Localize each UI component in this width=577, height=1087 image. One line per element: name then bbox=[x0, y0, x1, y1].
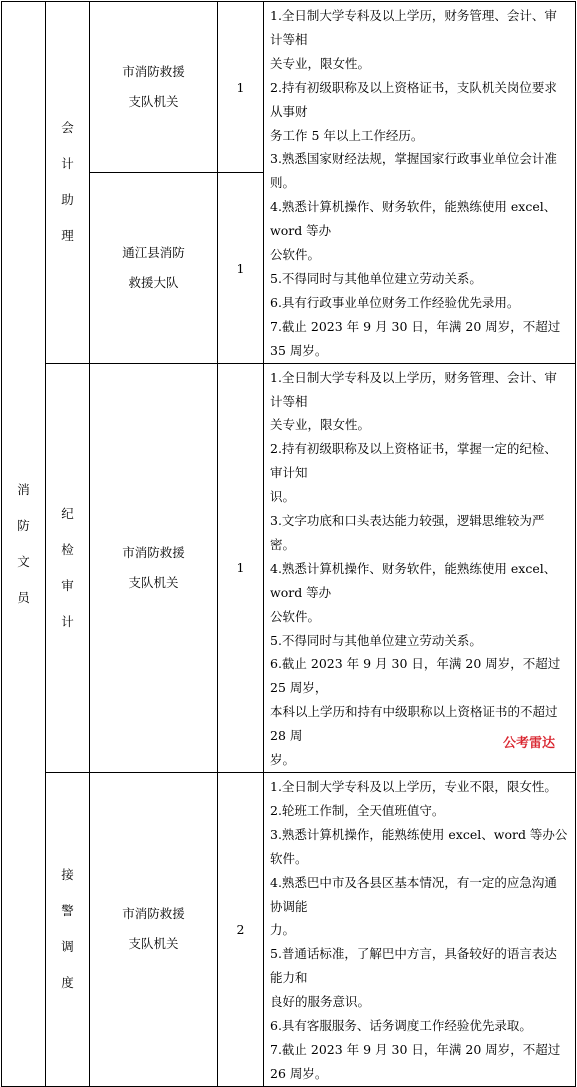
position-title: 接 警 调 度 bbox=[46, 773, 90, 1087]
unit-cell: 通江县消防 救援大队 bbox=[90, 173, 218, 363]
table-row bbox=[2, 2, 576, 173]
category-cell: 消 防 文 员 bbox=[2, 2, 46, 1087]
unit-cell: 市消防救援 支队机关 bbox=[90, 2, 218, 173]
recruitment-table bbox=[1, 1, 576, 1087]
headcount-cell: 1 bbox=[218, 2, 264, 173]
position-title: 纪 检 审 计 bbox=[46, 363, 90, 772]
requirements-cell: 1.全日制大学专科及以上学历，财务管理、会计、审计等相 关专业，限女性。 2.持有初级职称及以上资格证书，掌握一定的纪检、审计知 识。 3.文字功底和口头表达能力较强，逻辑思维较为严密。 4.熟悉计算机操作、财务软件，能熟练使用 excel、word 等办 公软件。 5.不得同时与其他单位建立劳动关系。 6.截止 2023 年 9 月 30 日，年满 20 周岁，不超过 25 周岁， 本科以上学历和持有中级职称以上资格证书的不超过 28 周 岁。 bbox=[264, 363, 576, 772]
headcount-cell: 1 bbox=[218, 173, 264, 363]
table-row bbox=[2, 363, 576, 772]
table-row bbox=[2, 773, 576, 1087]
unit-cell: 市消防救援 支队机关 bbox=[90, 773, 218, 1087]
headcount-cell: 1 bbox=[218, 363, 264, 772]
position-title: 会 计 助 理 bbox=[46, 2, 90, 364]
requirements-cell: 1.全日制大学专科及以上学历，专业不限，限女性。 2.轮班工作制，全天值班值守。 3.熟悉计算机操作，能熟练使用 excel、word 等办公软件。 4.熟悉巴中市及各县区基本情况，有一定的应急沟通协调能 力。 5.普通话标准，了解巴中方言，具备较好的语言表达能力和 良好的服务意识。 6.具有客服服务、话务调度工作经验优先录取。 7.截止 2023 年 9 月 30 日，年满 20 周岁，不超过 26 周岁。 bbox=[264, 773, 576, 1087]
unit-cell: 市消防救援 支队机关 bbox=[90, 363, 218, 772]
requirements-cell: 1.全日制大学专科及以上学历，财务管理、会计、审计等相 关专业，限女性。 2.持有初级职称及以上资格证书，支队机关岗位要求从事财 务工作 5 年以上工作经历。 3.熟悉国家财经法规，掌握国家行政事业单位会计准则。 4.熟悉计算机操作、财务软件，能熟练使用 excel、word 等办 公软件。 5.不得同时与其他单位建立劳动关系。 6.具有行政事业单位财务工作经验优先录用。 7.截止 2023 年 9 月 30 日，年满 20 周岁，不超过 35 周岁。 bbox=[264, 2, 576, 364]
watermark-logo: 公考雷达 bbox=[502, 736, 555, 751]
headcount-cell: 2 bbox=[218, 773, 264, 1087]
